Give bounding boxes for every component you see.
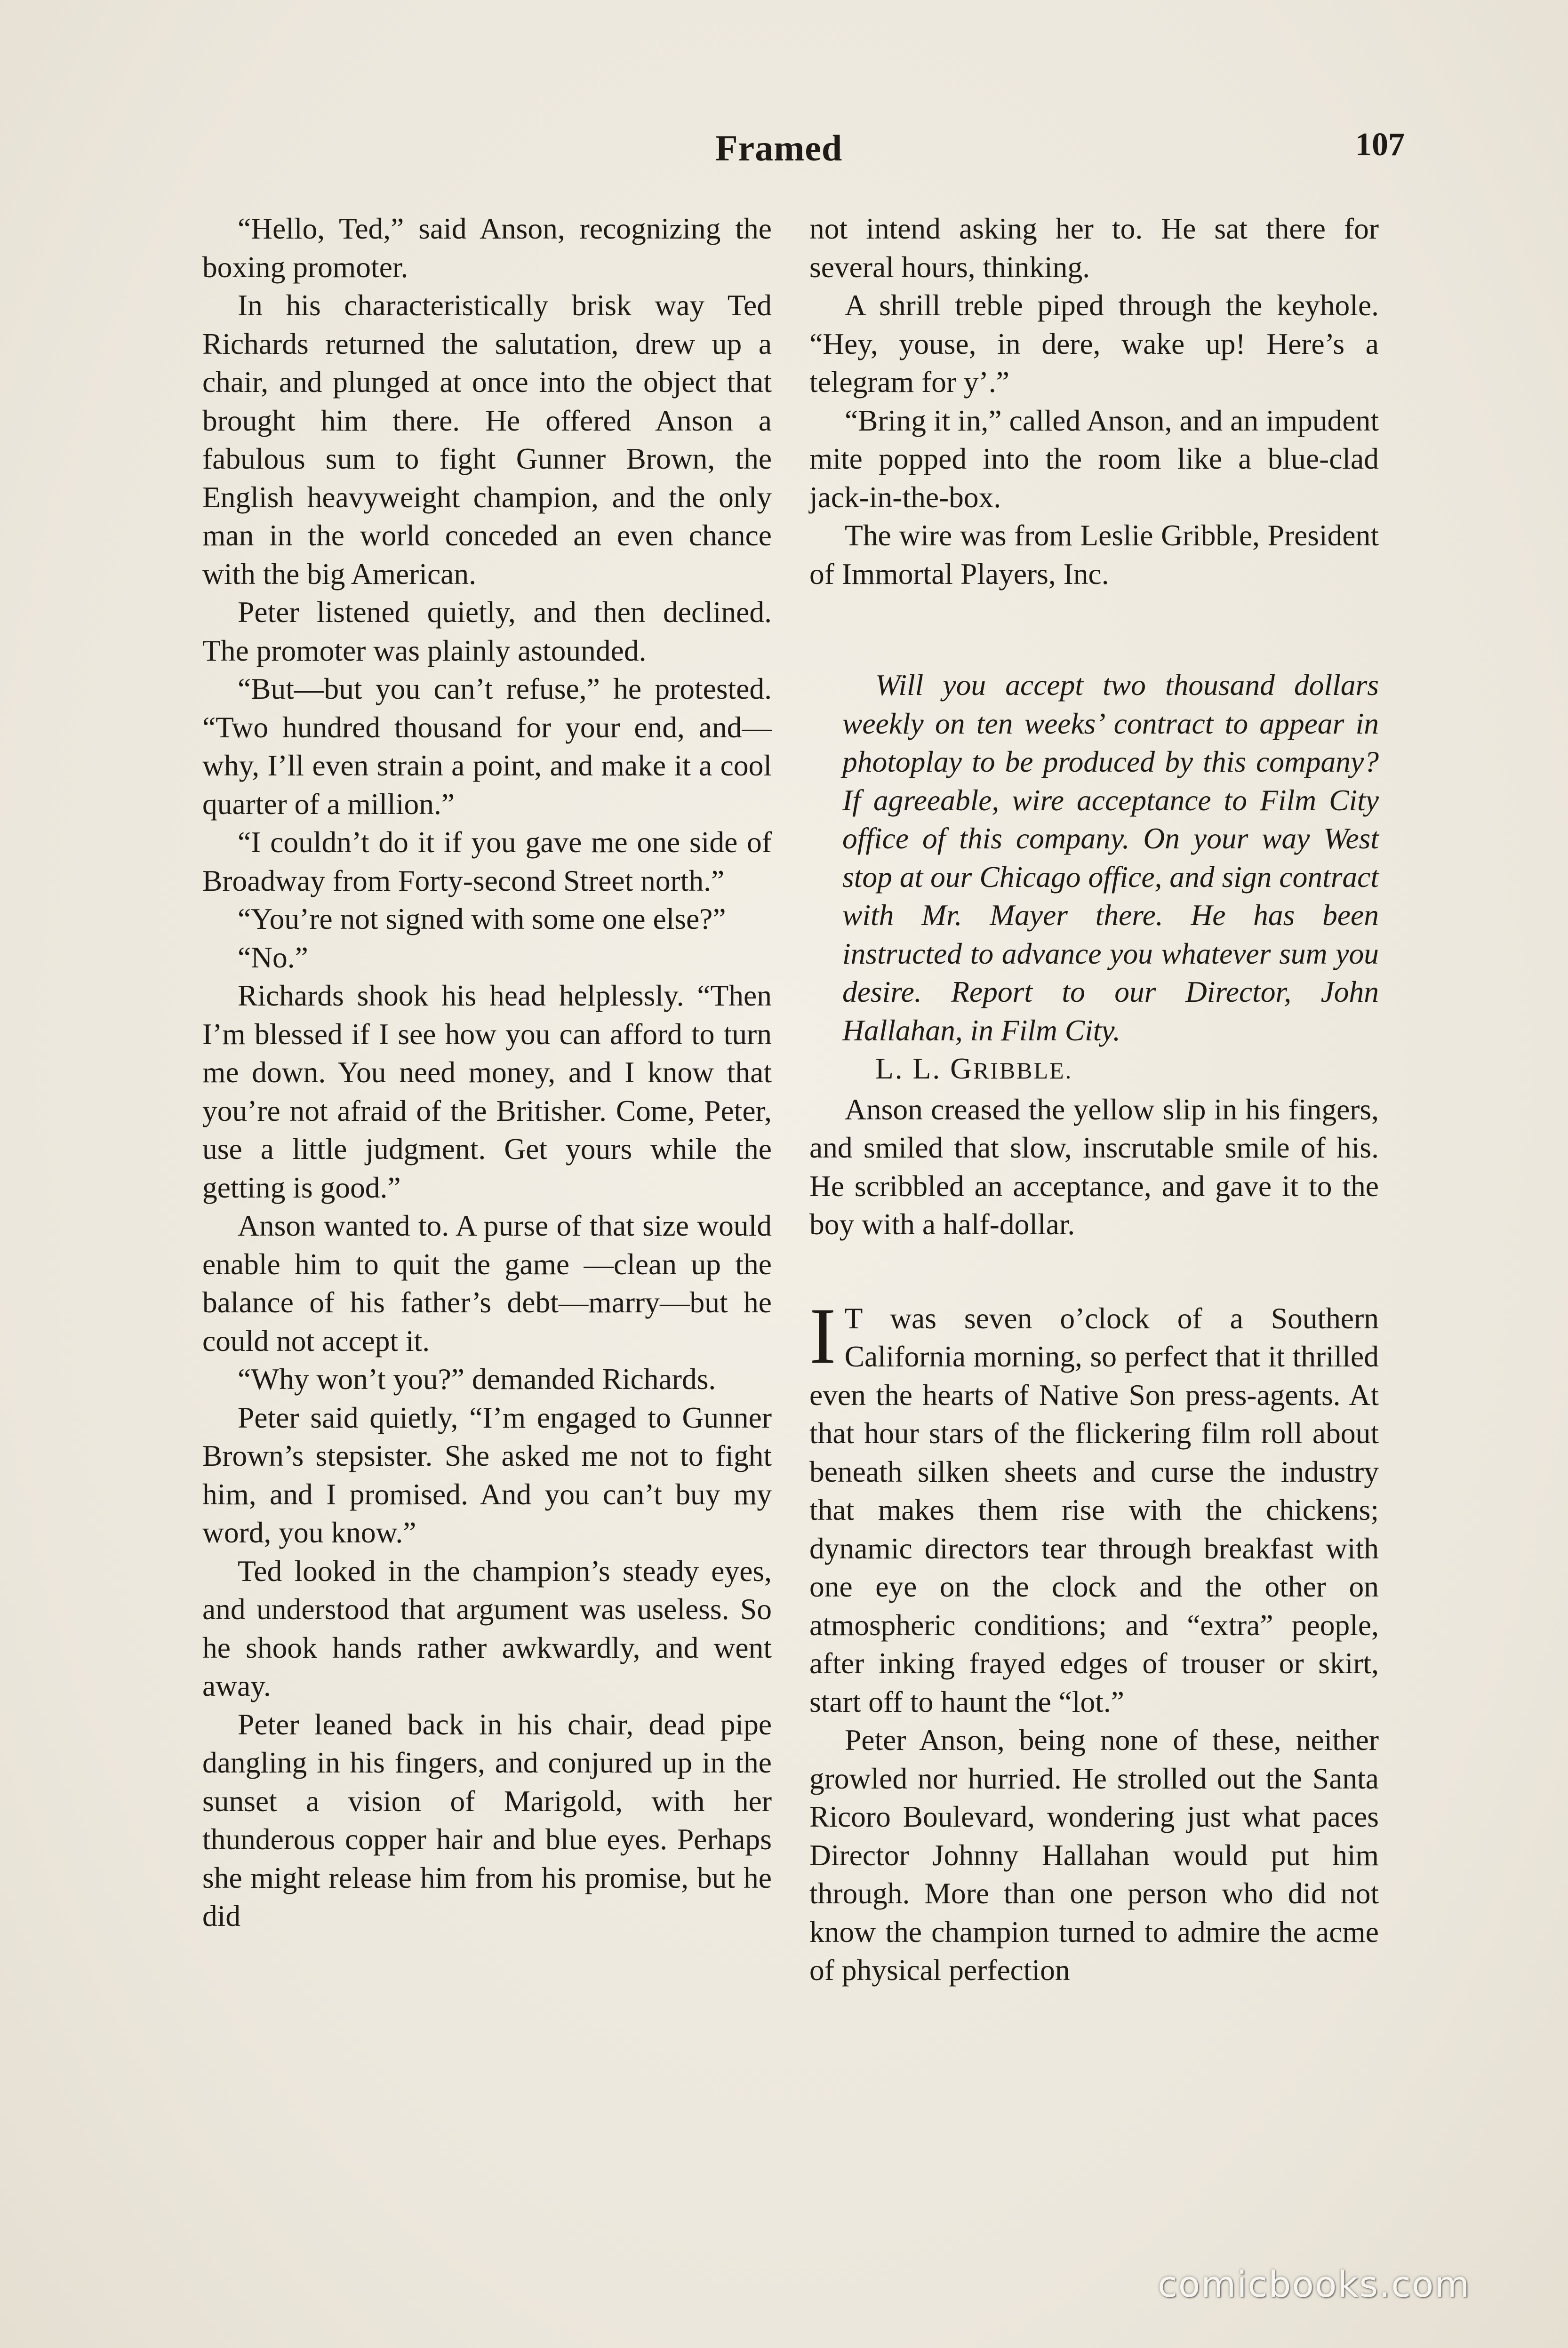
- paragraph: A shrill treble piped through the keyhole. “Hey, youse, in dere, wake up! Here’s a telegram for y’.”: [809, 288, 1379, 399]
- paragraph: Richards shook his head helplessly. “Then I’m blessed if I see how you can afford to turn me down. You need money, and I know that you’re not afraid of the Britisher. Come, Peter, use a little judgment. Get yours while the getting is good.”: [202, 979, 772, 1204]
- paragraph: “Bring it in,” called Anson, and an impudent mite popped into the room like a blue-clad jack-in-the-box.: [809, 403, 1379, 514]
- paragraph-with-drop-cap: [809, 1291, 1379, 1721]
- paragraph: “Why won’t you?” demanded Richards.: [238, 1362, 716, 1396]
- paragraph: Peter listened quietly, and then declined. The promoter was plainly astounded.: [202, 595, 772, 667]
- signature-surname: RIBBLE.: [973, 1057, 1073, 1084]
- paragraph: Anson creased the yellow slip in his fingers, and smiled that slow, inscrutable smile of his. He scribbled an acceptance, and gave it to the boy with a half-dollar.: [809, 1092, 1379, 1241]
- paragraph: “I couldn’t do it if you gave me one side of Broadway from Forty-second Street north.”: [202, 825, 772, 897]
- paragraph: Peter Anson, being none of these, neither growled nor hurried. He strolled out the Santa Ricoro Boulevard, wondering just what paces Director Johnny Hallahan would put him through. More than one person who did not know the champion turned to admire the acme of physical perfection: [809, 1723, 1379, 1987]
- page-number: 107: [1355, 127, 1405, 163]
- paragraph: Anson wanted to. A purse of that size would enable him to quit the game —clean up the balance of his father’s debt—marry—but he could not accept it.: [202, 1209, 772, 1358]
- paragraph: Ted looked in the champion’s steady eyes, and understood that argument was useless. So he shook hands rather awkwardly, and went away.: [202, 1554, 772, 1702]
- drop-cap: I: [809, 1291, 836, 1380]
- left-column: [202, 209, 772, 1935]
- paragraph: not intend asking her to. He sat there for several hours, thinking.: [809, 212, 1379, 284]
- paragraph: The wire was from Leslie Gribble, President of Immortal Players, Inc.: [809, 519, 1379, 591]
- paragraph: In his characteristically brisk way Ted Richards returned the salutation, drew up a chair, and plunged at once into the object that brought him there. He offered Anson a fabulous sum to fight Gunner Brown, the English heavyweight champion, and the only man in the world conceded an even chance with the big American.: [202, 288, 772, 591]
- paragraph: Peter said quietly, “I’m engaged to Gunner Brown’s stepsister. She asked me not to fight him, and I promised. And you can’t buy my word, you know.”: [202, 1400, 772, 1549]
- telegram-block: [842, 666, 1379, 1090]
- paragraph: “Hello, Ted,” said Anson, recognizing the boxing promoter.: [202, 212, 772, 284]
- signature-initials: L. L. G: [875, 1052, 973, 1085]
- section-start: [809, 1291, 1379, 1989]
- paragraph: “You’re not signed with some one else?”: [238, 902, 726, 935]
- watermark-logo: comicbooks.com: [1158, 2263, 1471, 2305]
- telegram-text: Will you accept two thousand dollars weekly on ten weeks’ contract to appear in photoplay to be produced by this company? If agreeable, wire acceptance to Film City office of this company. On your way West stop at our Chicago office, and sign contract with Mr. Mayer there. He has been instructed to advance you whatever sum you desire. Report to our Director, John Hallahan, in Film City.: [842, 668, 1379, 1047]
- right-column: [809, 209, 1379, 1989]
- running-title: Framed: [715, 128, 843, 168]
- paragraph-text: T was seven o’clock of a Southern California morning, so perfect that it thrilled even the hearts of Native Son press-agents. At that hour stars of the flickering film roll about beneath silken sheets and curse the industry that makes them rise with the chickens; dynamic directors tear through breakfast with one eye on the clock and the other on atmospheric conditions; and “extra” people, after inking frayed edges of trouser or skirt, start off to haunt the “lot.”: [809, 1301, 1379, 1718]
- paragraph: “But—but you can’t refuse,” he protested. “Two hundred thousand for your end, and—why, I’ll even strain a point, and make it a cool quarter of a million.”: [202, 672, 772, 821]
- paragraph: Peter leaned back in his chair, dead pipe dangling in his fingers, and conjured up in the sunset a vision of Marigold, with her thunderous copper hair and blue eyes. Perhaps she might release him from his promise, but he did: [202, 1707, 772, 1933]
- telegram-signature: [842, 1049, 1379, 1090]
- paragraph: “No.”: [238, 940, 308, 974]
